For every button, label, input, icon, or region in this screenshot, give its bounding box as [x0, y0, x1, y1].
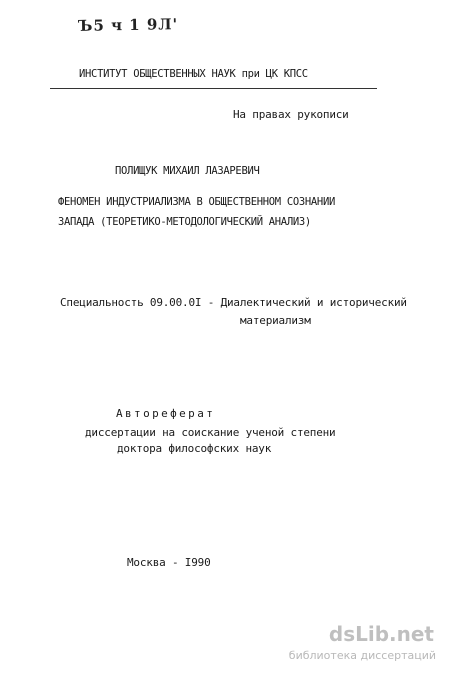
specialty-line-1: Специальность 09.00.0I - Диалектический и исторический — [60, 296, 407, 309]
institute-name: ИНСТИТУТ ОБЩЕСТВЕННЫХ НАУК при ЦК КПСС — [79, 68, 308, 80]
header-divider — [50, 88, 377, 89]
document-type: Автореферат — [116, 407, 216, 420]
degree-line-1: диссертации на соискание ученой степени — [85, 426, 336, 439]
title-line-2: ЗАПАДА (ТЕОРЕТИКО-МЕТОДОЛОГИЧЕСКИЙ АНАЛИЗ) — [58, 216, 311, 228]
title-line-1: ФЕНОМЕН ИНДУСТРИАЛИЗМА В ОБЩЕСТВЕННОМ СОЗНАНИИ — [58, 196, 335, 208]
author-name: ПОЛИЩУК МИХАИЛ ЛАЗАРЕВИЧ — [115, 165, 260, 177]
watermark-subtitle: библиотека диссертаций — [288, 649, 436, 662]
rights-notice: На правах рукописи — [233, 108, 349, 121]
degree-line-2: доктора философских наук — [117, 442, 272, 455]
archive-stamp: Ъ5 ч 1 9Л' — [77, 15, 179, 35]
specialty-line-2: материализм — [240, 314, 311, 327]
watermark-logo: dsLib.net — [328, 622, 434, 646]
city-year: Москва - I990 — [127, 556, 211, 569]
